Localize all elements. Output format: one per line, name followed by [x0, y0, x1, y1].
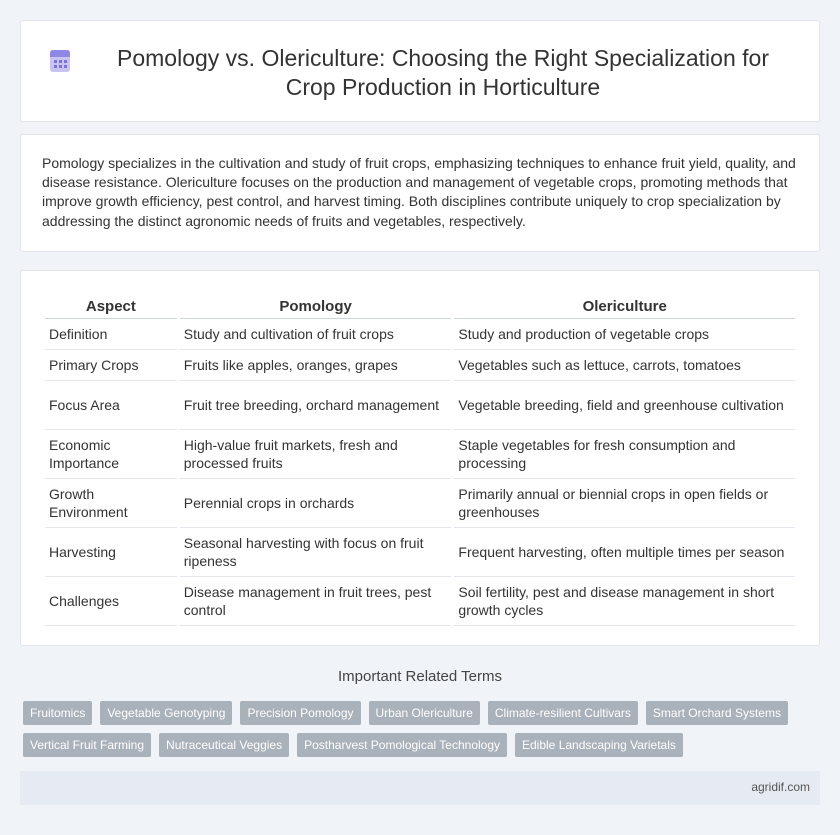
cell-olericulture: Vegetable breeding, field and greenhouse cultivation — [454, 381, 795, 430]
cell-aspect: Economic Importance — [45, 430, 177, 479]
table-row — [45, 319, 795, 350]
cell-olericulture: Staple vegetables for fresh consumption and processing — [454, 430, 795, 479]
cell-olericulture: Vegetables such as lettuce, carrots, tomatoes — [454, 350, 795, 381]
document-list-icon — [47, 48, 73, 74]
cell-pomology: Study and cultivation of fruit crops — [180, 319, 452, 350]
cell-olericulture: Frequent harvesting, often multiple times per season — [454, 528, 795, 577]
header-olericulture: Olericulture — [454, 294, 795, 319]
tag-climate-resilient-cultivars[interactable]: Climate-resilient Cultivars — [488, 701, 638, 725]
tag-precision-pomology[interactable]: Precision Pomology — [240, 701, 360, 725]
cell-aspect: Focus Area — [45, 381, 177, 430]
cell-aspect: Growth Environment — [45, 479, 177, 528]
comparison-table-card — [20, 270, 820, 646]
tag-nutraceutical-veggies[interactable]: Nutraceutical Veggies — [159, 733, 289, 757]
tag-smart-orchard-systems[interactable]: Smart Orchard Systems — [646, 701, 788, 725]
cell-pomology: Fruit tree breeding, orchard management — [180, 381, 452, 430]
tag-vertical-fruit-farming[interactable]: Vertical Fruit Farming — [23, 733, 151, 757]
footer-site-link[interactable]: agridif.com — [751, 780, 810, 794]
tag-edible-landscaping-varietals[interactable]: Edible Landscaping Varietals — [515, 733, 683, 757]
title-card — [20, 20, 820, 122]
header-aspect: Aspect — [45, 294, 177, 319]
page-title: Pomology vs. Olericulture: Choosing the Right Specialization for Crop Production in Horticulture — [117, 45, 769, 100]
table-header-row — [45, 294, 795, 319]
tag-fruitomics[interactable]: Fruitomics — [23, 701, 92, 725]
cell-pomology: High-value fruit markets, fresh and processed fruits — [180, 430, 452, 479]
table-row — [45, 479, 795, 528]
table-row — [45, 430, 795, 479]
cell-olericulture: Study and production of vegetable crops — [454, 319, 795, 350]
table-row — [45, 381, 795, 430]
related-terms-tags — [23, 701, 803, 757]
intro-paragraph: Pomology specializes in the cultivation and study of fruit crops, emphasizing techniques to enhance fruit yield, quality, and disease resistance. Olericulture focuses on the production and management of vegetable crops, promoting methods that improve growth efficiency, pest control, and harvest timing. Both disciplines contribute uniquely to crop specialization by addressing the distinct agronomic needs of fruits and vegetables, respectively. — [42, 155, 796, 229]
cell-aspect: Harvesting — [45, 528, 177, 577]
table-row — [45, 350, 795, 381]
footer — [20, 771, 820, 805]
tag-urban-olericulture[interactable]: Urban Olericulture — [369, 701, 480, 725]
cell-olericulture: Soil fertility, pest and disease management in short growth cycles — [454, 577, 795, 626]
cell-aspect: Definition — [45, 319, 177, 350]
comparison-table — [42, 294, 798, 626]
cell-pomology: Seasonal harvesting with focus on fruit ripeness — [180, 528, 452, 577]
cell-aspect: Challenges — [45, 577, 177, 626]
tag-vegetable-genotyping[interactable]: Vegetable Genotyping — [100, 701, 232, 725]
cell-pomology: Fruits like apples, oranges, grapes — [180, 350, 452, 381]
cell-olericulture: Primarily annual or biennial crops in open fields or greenhouses — [454, 479, 795, 528]
tag-postharvest-pomological-technology[interactable]: Postharvest Pomological Technology — [297, 733, 507, 757]
cell-aspect: Primary Crops — [45, 350, 177, 381]
header-pomology: Pomology — [180, 294, 452, 319]
related-terms-heading: Important Related Terms — [338, 668, 502, 685]
table-row — [45, 528, 795, 577]
cell-pomology: Perennial crops in orchards — [180, 479, 452, 528]
cell-pomology: Disease management in fruit trees, pest control — [180, 577, 452, 626]
table-row — [45, 577, 795, 626]
intro-card — [20, 134, 820, 252]
